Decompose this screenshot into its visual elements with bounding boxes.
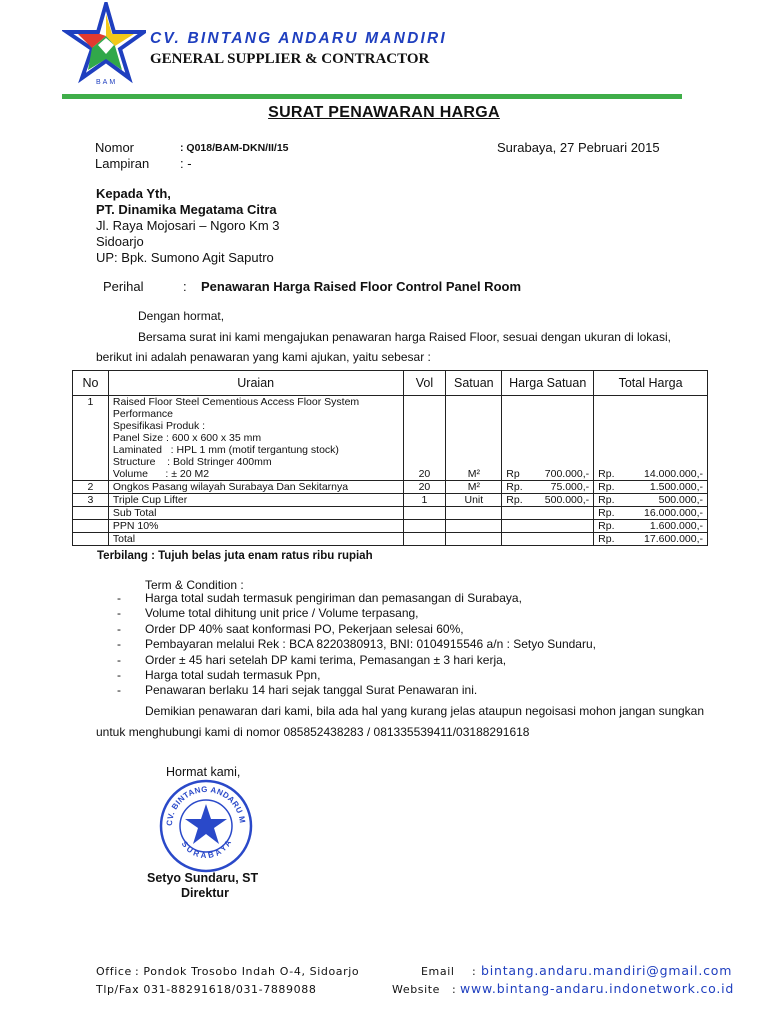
tlp-value: : 031-88291618/031-7889088	[135, 983, 317, 996]
currency: Rp.	[598, 533, 615, 545]
list-item: - Volume total dihitung unit price / Volume terpasang,	[117, 606, 419, 621]
tlp-label: Tlp/Fax	[96, 983, 140, 996]
ppn-row	[73, 520, 708, 533]
cell-no: 2	[73, 481, 109, 494]
col-header-no: No	[73, 371, 109, 396]
amount: 17.600.000,-	[644, 533, 703, 545]
spec-line: Laminated : HPL 1 mm (motif tergantung stock)	[112, 444, 339, 456]
company-name: CV. BINTANG ANDARU MANDIRI	[150, 30, 447, 47]
terms-list	[117, 591, 596, 699]
currency: Rp.	[598, 507, 615, 519]
amount: 16.000.000,-	[644, 507, 703, 519]
spec-line: Volume : ± 20 M2	[112, 468, 210, 480]
subtotal-row	[73, 507, 708, 520]
signer-position: Direktur	[181, 886, 229, 900]
currency: Rp.	[506, 494, 523, 506]
col-header-total-harga: Total Harga	[594, 371, 708, 396]
recipient-company: PT. Dinamika Megatama Citra	[96, 202, 277, 217]
cell-satuan: M²	[446, 396, 502, 481]
company-tagline: GENERAL SUPPLIER & CONTRACTOR	[150, 51, 430, 67]
col-header-harga-satuan: Harga Satuan	[502, 371, 594, 396]
subtotal-value	[594, 507, 708, 520]
document-title: SURAT PENAWARAN HARGA	[268, 104, 500, 121]
company-logo	[62, 2, 146, 86]
spec-line: Performance	[112, 408, 173, 420]
spec-line: Raised Floor Steel Cementious Access Floor System	[112, 396, 360, 408]
email-colon: :	[472, 965, 477, 978]
total-row	[73, 533, 708, 546]
recipient-city: Sidoarjo	[96, 234, 144, 249]
perihal-colon: :	[183, 279, 187, 294]
website-link[interactable]: www.bintang-andaru.indonetwork.co.id	[460, 981, 735, 996]
cell-uraian	[108, 396, 403, 481]
closing-line-2: untuk menghubungi kami di nomor 085852438283 / 081335539411/03188291618	[96, 725, 530, 739]
cell-harga-satuan	[502, 494, 594, 507]
intro-line-1: Bersama surat ini kami mengajukan penawaran harga Raised Floor, sesuai dengan ukuran di lokasi,	[138, 330, 671, 344]
company-stamp	[158, 778, 254, 874]
amount: 75.000,-	[550, 481, 590, 493]
cell-vol: 20	[403, 481, 446, 494]
header-divider	[62, 94, 682, 99]
svg-text:SURABAYA: SURABAYA	[179, 836, 235, 861]
recipient-greeting: Kepada Yth,	[96, 186, 171, 201]
spec-line: Spesifikasi Produk :	[112, 420, 206, 432]
place-date: Surabaya, 27 Pebruari 2015	[497, 140, 660, 155]
amount: 14.000.000,-	[644, 468, 703, 480]
cell-harga-satuan	[502, 481, 594, 494]
perihal-label: Perihal	[103, 279, 144, 294]
list-item: - Harga total sudah termasuk pengiriman dan pemasangan di Surabaya,	[117, 591, 522, 605]
currency: Rp.	[598, 520, 615, 532]
website-colon: :	[452, 983, 457, 996]
cell-total-harga	[594, 494, 708, 507]
closing-line-1: Demikian penawaran dari kami, bila ada hal yang kurang jelas ataupun negoisasi mohon jangan sungkan	[145, 704, 705, 718]
intro-line-2: berikut ini adalah penawaran yang kami ajukan, yaitu sebesar :	[96, 350, 431, 364]
spec-line: Panel Size : 600 x 600 x 35 mm	[112, 432, 262, 444]
recipient-block	[96, 186, 280, 266]
list-item: - Pembayaran melalui Rek : BCA 8220380913, BNI: 0104915546 a/n : Setyo Sundaru,	[117, 637, 596, 652]
currency: Rp.	[598, 481, 615, 493]
lampiran-label: Lampiran	[95, 156, 150, 171]
nomor-value: : Q018/BAM-DKN/II/15	[180, 142, 289, 154]
currency: Rp.	[598, 468, 615, 480]
currency: Rp.	[506, 481, 523, 493]
ppn-label: PPN 10%	[108, 520, 403, 533]
table-header-row	[73, 371, 708, 396]
svg-text:BAM: BAM	[96, 79, 118, 86]
email-label: Email	[421, 965, 455, 978]
svg-text:CV. BINTANG ANDARU MANDIRI: CV. BINTANG ANDARU M	[164, 784, 248, 827]
col-header-vol: Vol	[403, 371, 446, 396]
amount: 1.500.000,-	[649, 481, 703, 493]
cell-no: 3	[73, 494, 109, 507]
table-row	[73, 481, 708, 494]
total-label: Total	[108, 533, 403, 546]
nomor-label: Nomor	[95, 140, 135, 155]
recipient-address: Jl. Raya Mojosari – Ngoro Km 3	[96, 218, 280, 233]
spec-line: Structure : Bold Stringer 400mm	[112, 456, 272, 468]
cell-vol: 20	[403, 396, 446, 481]
amount: 500.000,-	[544, 494, 590, 506]
total-value	[594, 533, 708, 546]
list-item: - Order DP 40% saat konformasi PO, Pekerjaan selesai 60%,	[117, 621, 464, 636]
cell-uraian: Triple Cup Lifter	[108, 494, 403, 507]
terbilang-text: Terbilang : Tujuh belas juta enam ratus ribu rupiah	[97, 550, 373, 562]
lampiran-value: : -	[180, 156, 192, 171]
col-header-uraian: Uraian	[108, 371, 403, 396]
cell-harga-satuan	[502, 396, 594, 481]
amount: 500.000,-	[658, 494, 703, 506]
perihal-value: Penawaran Harga Raised Floor Control Panel Room	[201, 279, 522, 294]
table-row	[73, 494, 708, 507]
signer-name: Setyo Sundaru, ST	[147, 871, 259, 885]
subtotal-label: Sub Total	[108, 507, 403, 520]
terms-heading: Term & Condition :	[145, 578, 244, 592]
list-item: - Penawaran berlaku 14 hari sejak tanggal Surat Penawaran ini.	[117, 683, 478, 698]
office-value: : Pondok Trosobo Indah O-4, Sidoarjo	[135, 965, 360, 978]
star-logo-icon	[62, 2, 146, 86]
cell-vol: 1	[403, 494, 446, 507]
office-label: Office	[96, 965, 132, 978]
table-row	[73, 396, 708, 481]
cell-no: 1	[73, 396, 109, 481]
cell-satuan: Unit	[446, 494, 502, 507]
col-header-satuan: Satuan	[446, 371, 502, 396]
currency: Rp.	[598, 494, 615, 506]
amount: 700.000,-	[544, 468, 590, 480]
cell-total-harga	[594, 396, 708, 481]
regards-text: Hormat kami,	[166, 765, 241, 779]
cell-satuan: M²	[446, 481, 502, 494]
stamp-seal-icon	[158, 778, 254, 874]
list-item: - Order ± 45 hari setelah DP kami terima, Pemasangan ± 3 hari kerja,	[117, 652, 507, 667]
salutation: Dengan hormat,	[138, 309, 225, 323]
ppn-value	[594, 520, 708, 533]
website-label: Website	[392, 983, 441, 996]
amount: 1.600.000,-	[649, 520, 703, 532]
cell-uraian: Ongkos Pasang wilayah Surabaya Dan Sekitarnya	[108, 481, 403, 494]
cell-total-harga	[594, 481, 708, 494]
email-link[interactable]: bintang.andaru.mandiri@gmail.com	[481, 963, 733, 978]
recipient-attn: UP: Bpk. Sumono Agit Saputro	[96, 250, 274, 265]
currency: Rp	[506, 468, 520, 480]
list-item: - Harga total sudah termasuk Ppn,	[117, 668, 321, 683]
quotation-table	[72, 370, 708, 546]
